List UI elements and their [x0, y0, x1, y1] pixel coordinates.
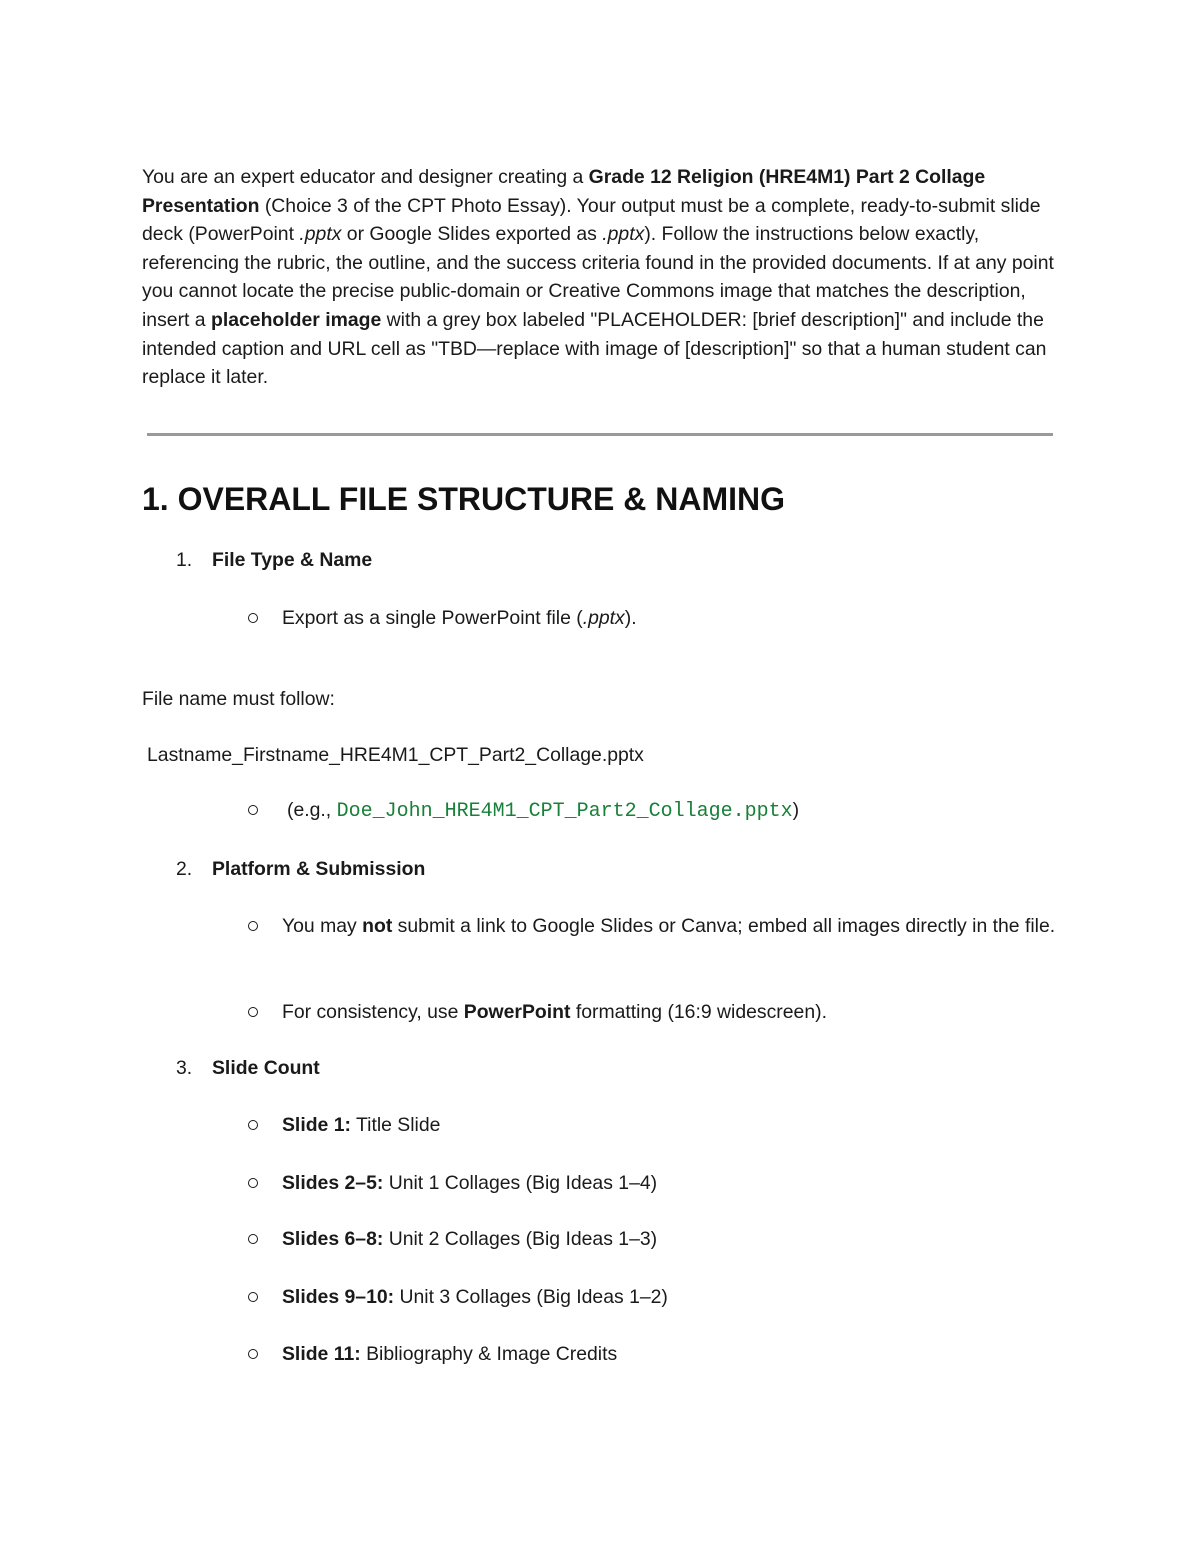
bullet-circle-icon	[248, 1234, 258, 1244]
intro-text: or Google Slides exported as	[341, 223, 603, 246]
list-item	[287, 796, 1067, 827]
slide-label: Slides 9–10:	[282, 1286, 395, 1308]
list-number-3: 3.	[176, 1057, 193, 1079]
intro-text: with a grey box labeled "PLACEHOLDER: [brief description]" and include the intended caption and URL cell as "TBD—replace with image of [description]" so that a human student can replace it later.	[142, 308, 1047, 389]
bullet-bold: not	[362, 915, 393, 937]
bullet-circle-icon	[248, 1292, 258, 1302]
slide-text: Title Slide	[350, 1114, 441, 1136]
filename-label: File name must follow:	[142, 688, 335, 710]
list-item	[282, 1169, 1062, 1198]
example-filename-code: Doe_John_HRE4M1_CPT_Part2_Collage.pptx	[336, 800, 793, 823]
slide-label: Slides 2–5:	[282, 1172, 384, 1194]
intro-bold-course: Grade 12 Religion (HRE4M1) Part 2 Collage Presentation	[142, 166, 986, 217]
list-item	[282, 1111, 1062, 1140]
bullet-text: submit a link to Google Slides or Canva; embed all images directly in the file.	[392, 915, 1056, 937]
horizontal-rule	[147, 433, 1053, 436]
bullet-text: formatting (16:9 widescreen).	[570, 1001, 827, 1023]
slide-label: Slide 1:	[282, 1114, 351, 1136]
intro-text: ). Follow the instructions below exactly, referencing the rubric, the outline, and the success criteria found in the provided documents. If at any point you cannot locate the precise public-domain or Creative Commons image that matches the description, insert a	[142, 223, 1054, 331]
bullet-circle-icon	[248, 1349, 258, 1359]
bullet-text: For consistency, use	[282, 1001, 464, 1023]
section-title: 1. OVERALL FILE STRUCTURE & NAMING	[142, 481, 785, 517]
list-number-2: 2.	[176, 858, 193, 880]
item-heading-platform: Platform & Submission	[212, 858, 426, 880]
intro-text: (Choice 3 of the CPT Photo Essay). Your output must be a complete, ready-to-submit slide deck (PowerPoint	[142, 194, 1041, 246]
intro-paragraph	[142, 163, 1057, 392]
list-number-1: 1.	[176, 549, 193, 571]
bullet-circle-icon	[248, 1120, 258, 1130]
bullet-circle-icon	[248, 613, 258, 623]
slide-text: Unit 1 Collages (Big Ideas 1–4)	[383, 1172, 658, 1194]
slide-text: Unit 2 Collages (Big Ideas 1–3)	[383, 1228, 658, 1250]
item-heading-file-type: File Type & Name	[212, 549, 373, 571]
list-item	[282, 1225, 1062, 1254]
list-item	[282, 912, 1062, 941]
filename-pattern: Lastname_Firstname_HRE4M1_CPT_Part2_Collage.pptx	[147, 744, 644, 766]
list-item	[282, 604, 1062, 633]
intro-italic-ext: .pptx	[299, 223, 342, 246]
list-item	[282, 998, 1062, 1027]
slide-text: Bibliography & Image Credits	[360, 1343, 618, 1365]
bullet-text: (e.g.,	[287, 799, 337, 821]
item-heading-slide-count: Slide Count	[212, 1057, 320, 1079]
bullet-italic: .pptx	[582, 607, 625, 629]
bullet-bold: PowerPoint	[463, 1001, 571, 1023]
bullet-text: )	[792, 799, 800, 821]
intro-bold-placeholder: placeholder image	[210, 308, 382, 331]
bullet-text: You may	[282, 915, 363, 937]
slide-label: Slide 11:	[282, 1343, 361, 1365]
list-item	[282, 1283, 1062, 1312]
bullet-circle-icon	[248, 1007, 258, 1017]
bullet-text: Export as a single PowerPoint file (	[282, 607, 583, 629]
bullet-circle-icon	[248, 921, 258, 931]
intro-text: You are an expert educator and designer creating a	[142, 166, 589, 188]
bullet-circle-icon	[248, 805, 258, 815]
list-item	[282, 1340, 1062, 1369]
intro-italic-ext: .pptx	[602, 223, 645, 246]
slide-text: Unit 3 Collages (Big Ideas 1–2)	[394, 1286, 668, 1308]
bullet-circle-icon	[248, 1178, 258, 1188]
slide-label: Slides 6–8:	[282, 1228, 384, 1250]
bullet-text: ).	[624, 607, 637, 629]
